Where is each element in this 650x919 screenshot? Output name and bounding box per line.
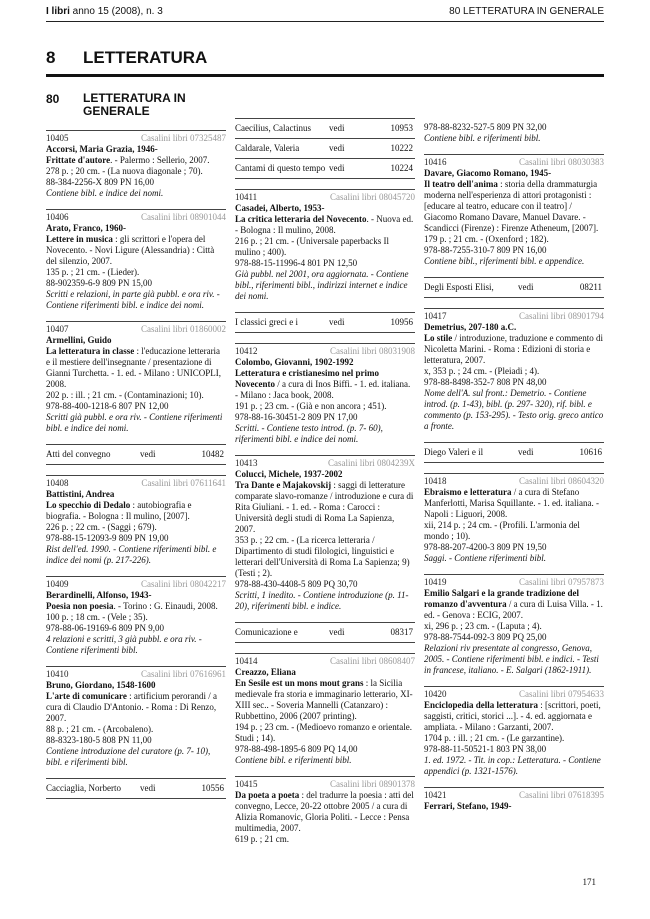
entry-line: 88-384-2256-X 809 PN 16,00 [46,177,154,187]
running-header-section: 80 LETTERATURA IN GENERALE [449,6,604,17]
entry-line: 216 p. ; 21 cm. - (Universale paperbacks Il mulino ; 400). [235,236,389,257]
entry-line: 978-88-7544-092-3 809 PQ 25,00 [424,632,547,642]
entry-imprint: / a cura di Inos Biffi. - 1. ed. italiana. - Milano : Jaca book, 2008. [235,379,411,400]
xref-name: Comunicazione e [235,627,298,637]
cross-reference[interactable] [424,442,604,463]
cross-reference[interactable] [424,277,604,298]
entry-header [235,192,415,203]
cross-reference[interactable] [46,444,226,465]
bibliographic-entry [235,653,415,766]
column-2 [235,118,415,855]
xref-name: I classici greci e i [235,317,298,327]
entry-imprint: . - Nuova ed. - Bologna : Il mulino, 2008. [235,214,414,235]
catalog-code: Casalini libri 08604320 [519,476,604,486]
entry-line: xi, 296 p. ; 23 cm. - (Laputa ; 4). [424,621,542,631]
entry-title-block [235,480,415,535]
xref-see: vedi [329,123,345,133]
entry-author: Battistini, Andrea [46,489,115,499]
entry-line: 100 p. ; 18 cm. - (Vele ; 35). [46,612,148,622]
entry-line: x, 353 p. ; 24 cm. - (Pleiadi ; 4). [424,366,540,376]
entry-title: Enciclopedia della letteratura [424,700,538,710]
entry-title-block [424,333,604,366]
entry-line: 194 p. ; 23 cm. - (Medioevo romanzo e orientale. Studi ; 14). [235,722,412,743]
entry-note: Scritti e relazioni, in parte già pubbl. e ora riv. - Contiene riferimenti bibl. e indice dei nomi. [46,289,220,310]
entry-line: 88-902359-6-9 809 PN 15,00 [46,278,152,288]
entry-author: Bruno, Giordano, 1548-1600 [46,680,156,690]
entry-title: Lo specchio di Dedalo [46,500,131,510]
catalog-code: Casalini libri 0804239X [328,458,415,468]
bibliographic-entry [235,343,415,445]
xref-code[interactable]: 10224 [390,163,413,173]
bibliographic-entry [46,576,226,656]
entry-continuation [424,120,604,144]
catalog-code: Casalini libri 08042217 [141,579,226,589]
entry-title-block [235,790,415,834]
entry-title-block [424,700,604,733]
cross-reference[interactable] [235,622,415,643]
entry-title: En Sesile est un mons mout grans [235,678,364,688]
entry-line: 978-88-8498-352-7 808 PN 48,00 [424,377,547,387]
entry-number: 10408 [46,478,69,488]
cross-reference[interactable] [235,118,415,138]
entry-number: 10415 [235,779,258,789]
entry-header [46,133,226,144]
entry-header [424,689,604,700]
xref-see: vedi [329,143,345,153]
entry-title-block [46,601,226,612]
xref-code[interactable]: 08317 [390,627,413,637]
entry-title-block [235,368,415,401]
entry-title: Lettere in musica [46,234,113,244]
subsection-number: 80 [46,92,60,106]
entry-imprint: : autobiografia e biografia. - Bologna : Il mulino, [2007]. [46,500,192,521]
bibliographic-entry [46,666,226,768]
entry-line: 88-8323-180-5 808 PN 11,00 [46,735,152,745]
entry-title: Da poeta a poeta [235,790,300,800]
xref-name: Caecilius, Calactinus [235,123,311,133]
entry-header [46,212,226,223]
entry-line: 978-88-15-12093-9 809 PN 19,00 [46,533,169,543]
xref-see: vedi [140,449,156,459]
entry-title-block [235,678,415,722]
xref-name: Cacciaglia, Norberto [46,783,121,793]
catalog-code: Casalini libri 07616961 [141,669,226,679]
entry-author: Arato, Franco, 1960- [46,223,126,233]
entry-note: 4 relazioni e scritti, 3 già pubbl. e ora riv. - Contiene riferimenti bibl. [46,634,202,655]
entry-title: Ebraismo e letteratura [424,487,512,497]
bibliographic-entry [424,787,604,812]
entry-imprint: . - Torino : G. Einaudi, 2008. [113,601,218,611]
entry-number: 10416 [424,157,447,167]
entry-line: xii, 214 p. ; 24 cm. - (Profili. L'armonia del mondo ; 10). [424,520,580,541]
entry-line: 278 p. ; 20 cm. - (La nuova diagonale ; 70). [46,166,203,176]
entry-header [424,476,604,487]
entry-header [235,458,415,469]
entry-line: 88 p. ; 21 cm. - (Arcobaleno). [46,724,154,734]
xref-code[interactable]: 08211 [579,282,602,292]
entry-number: 10419 [424,577,447,587]
entry-author: Demetrius, 207-180 a.C. [424,322,517,332]
catalog-code: Casalini libri 07325487 [141,133,226,143]
entry-header [235,779,415,790]
section-number: 8 [46,48,56,67]
entry-number: 10406 [46,212,69,222]
entry-header [424,790,604,801]
entry-number: 10411 [235,192,258,202]
entry-title-block [46,691,226,724]
section-title: LETTERATURA [83,48,208,67]
entry-imprint: / introduzione, traduzione e commento di Nicoletta Marini. - Roma : Edizioni di storia e letteratura, 2007. [424,333,603,365]
entry-line: 978-88-207-4200-3 809 PN 19,50 [424,542,547,552]
entry-line: 135 p. ; 21 cm. - (Lieder). [46,267,140,277]
catalog-code: Casalini libri 08901794 [519,311,604,321]
entry-header [46,478,226,489]
xref-see: vedi [329,627,345,637]
bibliographic-entry [46,475,226,566]
entry-header [235,346,415,357]
entry-number: 10405 [46,133,69,143]
entry-title: Letteratura e cristianesimo nel primo Novecento [235,368,379,389]
entry-imprint: : la Sicilia medievale fra storia e immaginario letterario, XI-XIII sec.. - Soveria Mannelli (Catanzaro) : Rubbettino, 2006 (2007 printing). [235,678,413,721]
entry-number: 10410 [46,669,69,679]
entry-line: 619 p. ; 21 cm. [235,834,289,844]
catalog-code: Casalini libri 08901378 [330,779,415,789]
entry-title-block [424,179,604,234]
entry-imprint: : [scrittori, poeti, saggisti, critici, storici ...]. - 4. ed. aggiornata e ampliata. - Milano : Garzanti, 2007. [424,700,601,732]
catalog-code: Casalini libri 08901044 [141,212,226,222]
entry-header [46,324,226,335]
entry-number: 10414 [235,656,258,666]
subsection-title: LETTERATURA IN GENERALE [83,91,186,118]
entry-note: Relazioni riv presentate al congresso, Genova, 2005. - Contiene riferimenti bibl. e indici. - Testi in francese, italiano. - E. Salgari (1862-1911). [424,643,599,675]
catalog-code: Casalini libri 08045720 [330,192,415,202]
xref-code[interactable]: 10482 [201,449,224,459]
entry-number: 10420 [424,689,447,699]
entry-line: 978-88-7255-310-7 809 PN 16,00 [424,245,547,255]
entry-note: Rist dell'ed. 1990. - Contiene riferimenti bibl. e indice dei nomi (p. 217-226). [46,544,217,565]
entry-note: Già pubbl. nel 2001, ora aggiornata. - Contiene bibl., riferimenti bibl., indirizzi internet e indice dei nomi. [235,269,409,301]
entry-line: 191 p. ; 23 cm. - (Già e non ancora ; 451). [235,401,387,411]
entry-author: Creazzo, Eliana [235,667,296,677]
entry-line: 978-88-8232-527-5 809 PN 32,00 [424,122,547,132]
entry-note: Scritti. - Contiene testo introd. (p. 7- 60), riferimenti bibl. e indice dei nomi. [235,423,383,444]
cross-reference[interactable] [235,138,415,158]
entry-author: Colombo, Giovanni, 1902-1992 [235,357,354,367]
entry-imprint: : gli scrittori e l'opera del Novecento. - Novi Ligure (Alessandria) : Città del silenzio, 2007. [46,234,215,266]
xref-see: vedi [329,163,345,173]
entry-title: Frittate d'autore [46,155,111,165]
entry-note: Contiene bibl. e riferimenti bibl. [424,133,541,143]
catalog-code: Casalini libri 08608407 [330,656,415,666]
entry-header [46,579,226,590]
xref-code[interactable]: 10956 [390,317,413,327]
entry-note: Contiene bibl., riferimenti bibl. e appendice. [424,256,585,266]
catalog-code: Casalini libri 08031908 [330,346,415,356]
catalog-code: Casalini libri 07954633 [519,689,604,699]
entry-title-block [424,487,604,520]
xref-see: vedi [518,447,534,457]
entry-note: Contiene bibl. e indice dei nomi. [46,188,164,198]
entry-imprint: : del tradurre la poesia : atti del convegno, Lecce, 20-22 ottobre 2005 / a cura di Alizia Romanovic, Gloria Politi. - Lecce : Pensa multimedia, 2007. [235,790,414,833]
bibliographic-entry [424,154,604,267]
entry-title: La critica letteraria del Novecento [235,214,367,224]
xref-code[interactable]: 10953 [390,123,413,133]
entry-line: 202 p. : ill. ; 21 cm. - (Contaminazioni; 10). [46,390,204,400]
entry-header [424,157,604,168]
entry-line: 226 p. ; 22 cm. - (Saggi ; 679). [46,522,157,532]
entry-imprint: / a cura di Luisa Villa. - 1. ed. - Genova : ECIG, 2007. [424,599,603,620]
entry-title-block [46,500,226,522]
entry-line: 978-88-16-30451-2 809 PN 17,00 [235,412,358,422]
entry-title-block [46,234,226,267]
bibliographic-entry [235,455,415,612]
xref-name: Cantami di questo tempo [235,163,326,173]
bibliographic-entry [424,574,604,676]
entry-title-block [46,155,226,166]
entry-title-block [46,346,226,390]
column-1 [46,130,226,809]
entry-author: Davare, Giacomo Romano, 1945- [424,168,552,178]
xref-name: Caldarale, Valeria [235,143,300,153]
running-header-journal: I libri anno 15 (2008), n. 3 [46,6,163,17]
bibliographic-entry [46,321,226,434]
entry-title: Il teatro dell'anima [424,179,498,189]
entry-line: 1704 p. : ill. ; 21 cm. - (Le garzantine). [424,733,565,743]
bibliographic-entry [424,473,604,564]
xref-name: Degli Esposti Elisi, [424,282,494,292]
entry-author: Casadei, Alberto, 1953- [235,203,325,213]
entry-imprint: . - Palermo : Sellerio, 2007. [110,155,210,165]
page-number: 171 [582,877,596,887]
entry-line: 978-88-400-1218-6 807 PN 12,00 [46,401,169,411]
catalog-code: Casalini libri 07611641 [141,478,226,488]
section-rule [46,74,604,77]
xref-name: Atti del convegno [46,449,111,459]
catalog-code: Casalini libri 07957873 [519,577,604,587]
entry-number: 10407 [46,324,69,334]
xref-code[interactable]: 10556 [201,783,224,793]
entry-number: 10418 [424,476,447,486]
entry-header [46,669,226,680]
entry-number: 10412 [235,346,258,356]
cross-reference[interactable] [235,158,415,179]
entry-line: 978-88-06-19169-6 809 PN 9,00 [46,623,164,633]
entry-number: 10417 [424,311,447,321]
xref-name: Diego Valeri e il [424,447,484,457]
bibliographic-entry [46,130,226,199]
xref-see: vedi [329,317,345,327]
entry-note: Contiene introduzione del curatore (p. 7- 10), bibl. e riferimenti bibl. [46,746,211,767]
entry-imprint: : storia della drammaturgia moderna nell'esperienza di attori protagonisti : [educare al teatro, educare con il teatro] / Giacomo Romano Davare, Manuel Davare. - Scandicci (Firenze) : Firenze Atheneum, [2007]. [424,179,599,233]
header-rule [46,21,604,22]
entry-title: Tra Dante e Majakovskij [235,480,332,490]
entry-title: L'arte di comunicare [46,691,127,701]
bibliographic-entry [46,209,226,311]
bibliographic-entry [235,776,415,845]
entry-imprint: : artificium perorandi / a cura di Claudio D'Antonio. - Roma : Di Renzo, 2007. [46,691,218,723]
entry-number: 10413 [235,458,258,468]
entry-author: Accorsi, Maria Grazia, 1946- [46,144,158,154]
catalog-code: Casalini libri 01860002 [141,324,226,334]
entry-line: 978-88-11-50521-1 803 PN 38,00 [424,744,547,754]
catalog-code: Casalini libri 08030383 [519,157,604,167]
entry-imprint: : l'educazione letteraria e il mestiere dell'insegnante / presentazione di Gianni Turchetta. - 1. ed. - Milano : UNICOPLI, 2008. [46,346,221,389]
entry-number: 10409 [46,579,69,589]
entry-note: 1. ed. 1972. - Tit. in cop.: Letteratura. - Contiene appendici (p. 1321-1576). [424,755,601,776]
entry-note: Scritti già pubbl. e ora riv. - Contiene riferimenti bibl. e indice dei nomi. [46,412,223,433]
entry-author: Colucci, Michele, 1937-2002 [235,469,343,479]
xref-see: vedi [140,783,156,793]
xref-code[interactable]: 10222 [390,143,413,153]
entry-line: 353 p. ; 22 cm. - (La ricerca letteraria / Dipartimento di studi filologici, linguistici e letterari dell'Università di Roma La Sapienza; 9) (Testi ; 2). [235,535,410,578]
entry-header [235,656,415,667]
entry-line: 179 p. ; 21 cm. - (Oxenford ; 182). [424,234,549,244]
entry-note: Contiene bibl. e riferimenti bibl. [235,755,352,765]
entry-imprint: : saggi di letterature comparate slavo-romanze / introduzione e cura di Rita Giuliani. - 1. ed. - Roma : Carocci : Università degli studi di Roma La Sapienza, 2007. [235,480,414,534]
xref-code[interactable]: 10616 [579,447,602,457]
entry-line: 978-88-498-1895-6 809 PQ 14,00 [235,744,358,754]
entry-author: Berardinelli, Alfonso, 1943- [46,590,152,600]
entry-note: Nome dell'A. sul front.: Demetrio. - Contiene introd. (p. 1-43), bibl. (p. 297- 320), rif. bibl. e commento (p. 153-295). - Testo orig. greco antico a fronte. [424,388,604,431]
bibliographic-entry [424,686,604,777]
bibliographic-entry [235,189,415,302]
entry-line: 978-88-430-4408-5 809 PQ 30,70 [235,579,358,589]
entry-author: Ferrari, Stefano, 1949- [424,801,512,811]
entry-title: Poesia non poesia [46,601,114,611]
entry-title-block [424,588,604,621]
entry-number: 10421 [424,790,447,800]
cross-reference[interactable] [46,778,226,799]
column-3 [424,120,604,822]
entry-title-block [235,214,415,236]
xref-see: vedi [518,282,534,292]
entry-title: Emilio Salgari e la grande tradizione del romanzo d'avventura [424,588,579,609]
entry-imprint: / a cura di Stefano Manferlotti, Marisa Squillante. - 1. ed. italiana. - Napoli : Liguori, 2008. [424,487,599,519]
cross-reference[interactable] [235,312,415,333]
entry-note: Saggi. - Contiene riferimenti bibl. [424,553,546,563]
catalog-code: Casalini libri 07618395 [519,790,604,800]
entry-header [424,577,604,588]
bibliographic-entry [424,308,604,432]
entry-note: Scritti, 1 inedito. - Contiene introduzione (p. 11-20), riferimenti bibl. e indice. [235,590,409,611]
entry-line: 978-88-15-11996-4 801 PN 12,50 [235,258,358,268]
entry-author: Armellini, Guido [46,335,112,345]
entry-header [424,311,604,322]
entry-title: La letteratura in classe [46,346,135,356]
entry-title: Lo stile [424,333,453,343]
